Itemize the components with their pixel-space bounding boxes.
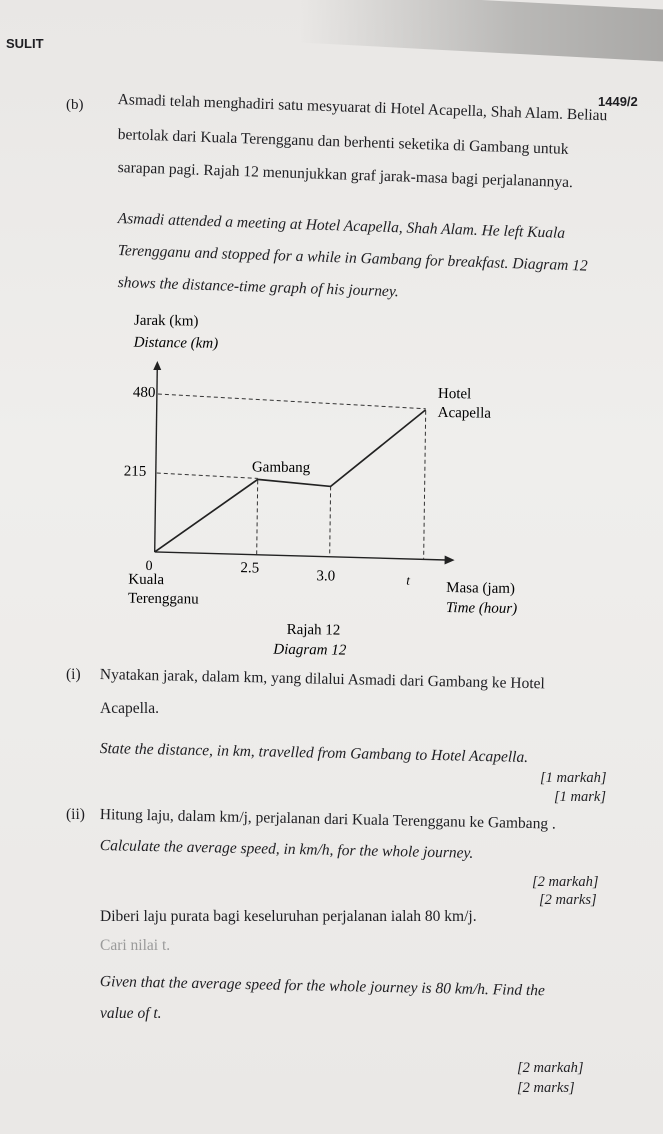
part-iii-english-line-2: value of t. — [100, 1005, 162, 1022]
part-i-english: State the distance, in km, travelled from Gambang to Hotel Acapella. — [99, 740, 529, 766]
y-tick-480: 480 — [132, 384, 156, 401]
paper-code: 1449/2 — [598, 94, 638, 109]
y-axis-label-english: Distance (km) — [133, 334, 219, 352]
start-label-line-1: Kuala — [128, 571, 165, 589]
end-label-line-2: Acapella — [437, 404, 492, 422]
intro-malay-line-3: sarapan pagi. Rajah 12 menunjukkan graf jarak-masa bagi perjalanannya. — [117, 159, 574, 192]
end-label-line-1: Hotel — [437, 385, 472, 403]
guide-215 — [157, 473, 258, 478]
guide-480 — [158, 394, 426, 409]
part-iii-marks-english: [2 marks] — [517, 1080, 575, 1096]
x-tick-3.0: 3.0 — [316, 568, 336, 585]
part-ii-number: (ii) — [66, 806, 85, 823]
x-axis-label-english: Time (hour) — [445, 600, 518, 618]
x-axis — [155, 552, 451, 560]
part-iii-malay-line-2: Cari nilai t. — [100, 937, 171, 954]
part-iii-marks-malay: [2 markah] — [517, 1060, 584, 1076]
x-axis-label-malay: Masa (jam) — [446, 580, 516, 598]
guide-x-t — [424, 411, 426, 559]
part-i-malay-line-2: Acapella. — [100, 700, 159, 717]
distance-time-graph — [0, 300, 663, 660]
start-label-line-2: Terengganu — [127, 590, 199, 608]
intro-malay-line-2: bertolak dari Kuala Terengganu dan berhenti seketika di Gambang untuk — [117, 126, 569, 158]
intro-english-line-2: Terengganu and stopped for a while in Gambang for breakfast. Diagram 12 — [117, 242, 588, 275]
part-i-marks-english: [1 mark] — [554, 789, 606, 805]
x-axis-arrow — [445, 556, 455, 565]
part-ii-marks-english: [2 marks] — [539, 892, 597, 908]
x-tick-t: t — [406, 572, 411, 588]
intro-malay-line-1: Asmadi telah menghadiri satu mesyuarat di Hotel Acapella, Shah Alam. Beliau — [117, 91, 608, 125]
question-number: (b) — [66, 97, 84, 113]
caption-malay: Rajah 12 — [286, 621, 341, 639]
guide-x-2.5 — [257, 480, 258, 554]
journey-line — [155, 406, 426, 556]
intro-english-line-1: Asmadi attended a meeting at Hotel Acapella, Shah Alam. He left Kuala — [117, 210, 566, 242]
part-iii-malay-line-1: Diberi laju purata bagi keseluruhan perjalanan ialah 80 km/j. — [100, 908, 477, 925]
part-i-malay-line-1: Nyatakan jarak, dalam km, yang dilalui Asmadi dari Gambang ke Hotel — [99, 666, 546, 693]
guide-x-3.0 — [330, 486, 331, 556]
y-tick-215: 215 — [123, 463, 147, 480]
intro-english-line-3: shows the distance-time graph of his journey. — [117, 274, 400, 301]
part-ii-marks-malay: [2 markah] — [532, 874, 599, 890]
part-i-number: (i) — [66, 666, 81, 683]
origin-label: 0 — [145, 558, 153, 574]
part-ii-malay: Hitung laju, dalam km/j, perjalanan dari Kuala Terengganu ke Gambang . — [99, 806, 557, 833]
sulit-label: SULIT — [6, 36, 44, 51]
y-axis-arrow — [153, 361, 161, 370]
x-tick-2.5: 2.5 — [240, 560, 260, 577]
part-iii-english-line-1: Given that the average speed for the whole journey is 80 km/h. Find the — [99, 973, 546, 1000]
mid-label: Gambang — [251, 459, 311, 477]
y-axis-label-malay: Jarak (km) — [133, 312, 199, 330]
page-shadow — [300, 0, 663, 62]
caption-english: Diagram 12 — [273, 641, 347, 659]
part-i-marks-malay: [1 markah] — [540, 770, 607, 786]
part-ii-english: Calculate the average speed, in km/h, for the whole journey. — [99, 837, 474, 862]
